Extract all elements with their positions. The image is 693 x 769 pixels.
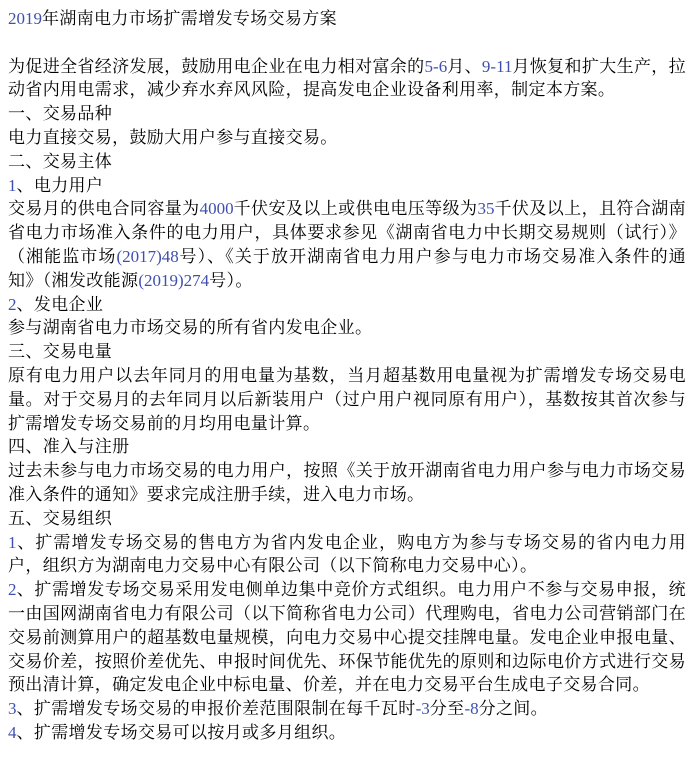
paragraph: 交易月的供电合同容量为4000千伏安及以上或供电电压等级为35千伏及以上，且符合湖南省电力市场准入条件的电力用户，具体要求参见《湖南省电力中长期交易规则（试行）》（湘能监市场(2017)48号）、《关于放开湖南省电力用户参与电力市场交易准入条件的通知》（湘发改能源(2019)274号）。 [8, 199, 686, 290]
paragraph: 2、发电企业 [8, 294, 104, 314]
latin-number: 5-6 [424, 56, 448, 76]
paragraph: 原有电力用户以去年同月的用电量为基数，当月超基数用电量视为扩需增发专场交易电量。对于交易月的去年同月以后新装用户（过户用户视同原有用户），基数按其首次参与扩需增发专场交易前的月均用电量计算。 [8, 365, 686, 433]
latin-number: 1 [8, 532, 17, 552]
paragraph: 3、扩需增发专场交易的申报价差范围限制在每千瓦时-3分至-8分之间。 [8, 699, 549, 719]
paragraph: 参与湖南省电力市场交易的所有省内发电企业。 [8, 318, 373, 338]
paragraph: 4、扩需增发专场交易可以按月或多月组织。 [8, 722, 347, 742]
paragraph: 电力直接交易，鼓励大用户参与直接交易。 [8, 127, 338, 147]
latin-number: -8 [464, 699, 479, 719]
document-title: 2019年湖南电力市场扩需增发专场交易方案 [8, 9, 337, 28]
paragraph: 过去未参与电力市场交易的电力用户，按照《关于放开湖南省电力用户参与电力市场交易准入条件的通知》要求完成注册手续，进入电力市场。 [8, 461, 686, 504]
latin-number: 9-11 [481, 56, 513, 76]
latin-number: 4 [8, 722, 17, 742]
latin-number: 2019 [8, 9, 42, 28]
latin-number: 4000 [199, 199, 234, 219]
latin-number: 35 [477, 199, 495, 219]
paragraph: 三、交易电量 [8, 342, 113, 362]
document-body [8, 55, 686, 745]
latin-number: 2 [8, 580, 17, 600]
paragraph: 2、扩需增发专场交易采用发电侧单边集中竞价方式组织。电力用户不参与交易申报，统一由国网湖南省电力有限公司（以下简称省电力公司）代理购电，省电力公司营销部门在交易前测算用户的超基数电量规模，向电力交易中心提交挂牌电量。发电企业申报电量、交易价差，按照价差优先、申报时间优先、环保节能优先的原则和边际电价方式进行交易预出清计算，确定发电企业中标电量、价差，并在电力交易平台生成电子交易合同。 [8, 580, 686, 695]
paragraph: 为促进全省经济发展，鼓励用电企业在电力相对富余的5-6月、9-11月恢复和扩大生产，拉动省内用电需求，减少弃水弃风风险，提高发电企业设备利用率，制定本方案。 [8, 56, 687, 100]
latin-number: (2019)274 [138, 270, 210, 290]
latin-number: 1 [8, 175, 17, 195]
paragraph: 一、交易品种 [8, 104, 113, 124]
paragraph: 四、准入与注册 [8, 437, 130, 457]
paragraph: 1、电力用户 [8, 175, 104, 195]
latin-number: (2017)48 [116, 246, 179, 266]
paragraph: 五、交易组织 [8, 508, 113, 528]
paragraph: 二、交易主体 [8, 151, 113, 171]
latin-number: -3 [415, 699, 430, 719]
latin-number: 3 [8, 699, 17, 719]
paragraph: 1、扩需增发专场交易的售电方为省内发电企业，购电方为参与专场交易的省内电力用户，组织方为湖南电力交易中心有限公司（以下简称电力交易中心）。 [8, 532, 686, 576]
latin-number: 2 [8, 294, 17, 314]
